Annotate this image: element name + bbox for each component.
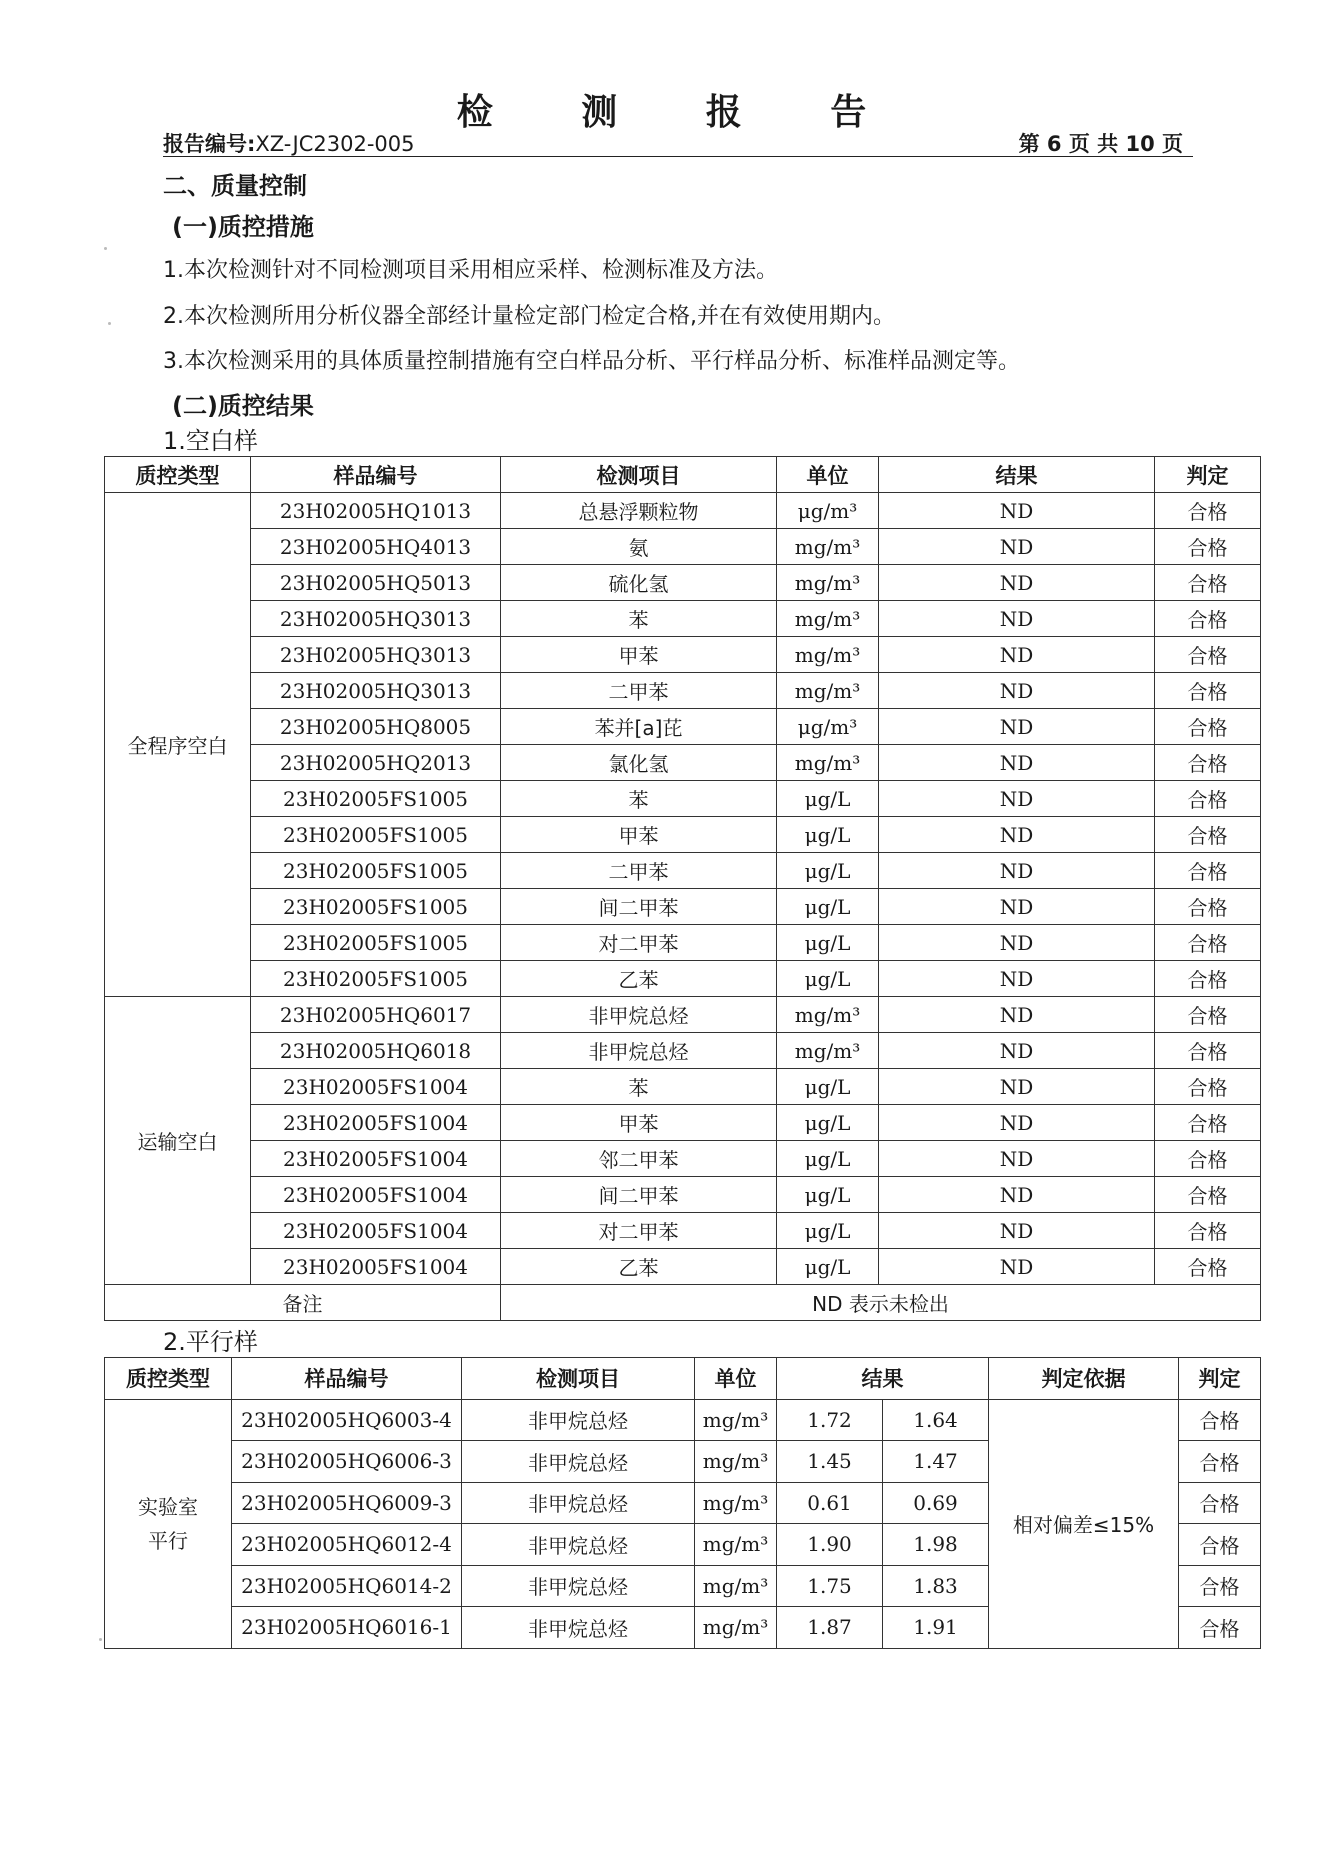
result-2-cell: 0.69 — [883, 1482, 989, 1524]
item-cell: 乙苯 — [501, 1249, 777, 1285]
criterion-cell: 相对偏差≤15% — [989, 1399, 1179, 1648]
item-cell: 非甲烷总烃 — [462, 1524, 695, 1566]
verdict-cell: 合格 — [1155, 493, 1261, 529]
result-cell: ND — [879, 637, 1155, 673]
result-2-cell: 1.64 — [883, 1399, 989, 1441]
remark-row — [105, 1285, 1261, 1321]
item-cell: 非甲烷总烃 — [501, 1033, 777, 1069]
verdict-cell: 合格 — [1155, 565, 1261, 601]
verdict-cell: 合格 — [1155, 997, 1261, 1033]
unit-cell: mg/m³ — [695, 1482, 777, 1524]
col-header-item: 检测项目 — [501, 457, 777, 493]
table-row — [105, 925, 1261, 961]
unit-cell: μg/m³ — [777, 709, 879, 745]
unit-cell: μg/L — [777, 1069, 879, 1105]
col-header-sample-no: 样品编号 — [251, 457, 501, 493]
verdict-cell: 合格 — [1155, 529, 1261, 565]
item-cell: 苯 — [501, 781, 777, 817]
item-cell: 苯 — [501, 601, 777, 637]
sample-no-cell: 23H02005FS1005 — [251, 961, 501, 997]
result-cell: ND — [879, 601, 1155, 637]
verdict-cell: 合格 — [1155, 817, 1261, 853]
verdict-cell: 合格 — [1179, 1607, 1261, 1649]
verdict-cell: 合格 — [1155, 745, 1261, 781]
result-cell: ND — [879, 1249, 1155, 1285]
result-cell: ND — [879, 673, 1155, 709]
sample-no-cell: 23H02005FS1005 — [251, 817, 501, 853]
verdict-cell: 合格 — [1179, 1482, 1261, 1524]
unit-cell: μg/L — [777, 1141, 879, 1177]
blank-sample-title: 1.空白样 — [163, 427, 258, 455]
result-cell: ND — [879, 781, 1155, 817]
verdict-cell: 合格 — [1155, 1249, 1261, 1285]
sample-no-cell: 23H02005HQ8005 — [251, 709, 501, 745]
unit-cell: mg/m³ — [777, 565, 879, 601]
table-row — [105, 817, 1261, 853]
sample-no-cell: 23H02005FS1004 — [251, 1177, 501, 1213]
table-row — [105, 997, 1261, 1033]
verdict-cell: 合格 — [1155, 781, 1261, 817]
sample-no-cell: 23H02005HQ6016-1 — [232, 1607, 462, 1649]
verdict-cell: 合格 — [1155, 925, 1261, 961]
table-row — [105, 565, 1261, 601]
col-header-qc-type: 质控类型 — [105, 1358, 232, 1400]
result-cell: ND — [879, 1213, 1155, 1249]
item-cell: 二甲苯 — [501, 673, 777, 709]
table-row — [105, 709, 1261, 745]
unit-cell: mg/m³ — [777, 637, 879, 673]
table-row — [105, 1141, 1261, 1177]
scan-speck — [104, 247, 107, 250]
col-header-sample-no: 样品编号 — [232, 1358, 462, 1400]
sample-no-cell: 23H02005HQ6012-4 — [232, 1524, 462, 1566]
report-number-value: XZ-JC2302-005 — [255, 132, 415, 156]
table-row — [105, 1177, 1261, 1213]
unit-cell: mg/m³ — [695, 1565, 777, 1607]
sample-no-cell: 23H02005HQ4013 — [251, 529, 501, 565]
sample-no-cell: 23H02005FS1004 — [251, 1213, 501, 1249]
group-lab-parallel-line: 平行 — [148, 1528, 188, 1553]
item-cell: 二甲苯 — [501, 853, 777, 889]
verdict-cell: 合格 — [1155, 889, 1261, 925]
table-row — [105, 745, 1261, 781]
result-2-cell: 1.91 — [883, 1607, 989, 1649]
item-cell: 非甲烷总烃 — [462, 1565, 695, 1607]
item-cell: 氨 — [501, 529, 777, 565]
table-header-row — [105, 457, 1261, 493]
sample-no-cell: 23H02005HQ5013 — [251, 565, 501, 601]
verdict-cell: 合格 — [1155, 673, 1261, 709]
measure-item-2: 2.本次检测所用分析仪器全部经计量检定部门检定合格,并在有效使用期内。 — [163, 304, 895, 329]
sample-no-cell: 23H02005HQ6003-4 — [232, 1399, 462, 1441]
unit-cell: mg/m³ — [695, 1399, 777, 1441]
col-header-verdict: 判定 — [1179, 1358, 1261, 1400]
unit-cell: mg/m³ — [695, 1607, 777, 1649]
table-row — [105, 673, 1261, 709]
unit-cell: mg/m³ — [695, 1524, 777, 1566]
unit-cell: μg/L — [777, 889, 879, 925]
result-cell: ND — [879, 1033, 1155, 1069]
remark-text: ND 表示未检出 — [501, 1285, 1261, 1321]
unit-cell: mg/m³ — [777, 529, 879, 565]
result-1-cell: 1.90 — [777, 1524, 883, 1566]
verdict-cell: 合格 — [1155, 1213, 1261, 1249]
subsection-heading-results: (二)质控结果 — [172, 392, 314, 420]
table-row — [105, 1069, 1261, 1105]
sample-no-cell: 23H02005HQ6006-3 — [232, 1441, 462, 1483]
sample-no-cell: 23H02005HQ6017 — [251, 997, 501, 1033]
sample-no-cell: 23H02005HQ3013 — [251, 637, 501, 673]
result-cell: ND — [879, 709, 1155, 745]
col-header-item: 检测项目 — [462, 1358, 695, 1400]
sample-no-cell: 23H02005FS1004 — [251, 1069, 501, 1105]
parallel-sample-table — [104, 1357, 1261, 1649]
unit-cell: μg/m³ — [777, 493, 879, 529]
group-transport-blank: 运输空白 — [105, 997, 251, 1285]
verdict-cell: 合格 — [1155, 1069, 1261, 1105]
sample-no-cell: 23H02005FS1004 — [251, 1105, 501, 1141]
result-1-cell: 1.72 — [777, 1399, 883, 1441]
table-row — [105, 529, 1261, 565]
col-header-criterion: 判定依据 — [989, 1358, 1179, 1400]
sample-no-cell: 23H02005HQ6014-2 — [232, 1565, 462, 1607]
sample-no-cell: 23H02005HQ6018 — [251, 1033, 501, 1069]
verdict-cell: 合格 — [1155, 601, 1261, 637]
verdict-cell: 合格 — [1155, 1177, 1261, 1213]
sample-no-cell: 23H02005HQ1013 — [251, 493, 501, 529]
result-1-cell: 1.87 — [777, 1607, 883, 1649]
sample-no-cell: 23H02005HQ2013 — [251, 745, 501, 781]
table-row — [105, 1213, 1261, 1249]
col-header-unit: 单位 — [695, 1358, 777, 1400]
col-header-qc-type: 质控类型 — [105, 457, 251, 493]
verdict-cell: 合格 — [1155, 961, 1261, 997]
table-row — [105, 781, 1261, 817]
sample-no-cell: 23H02005FS1004 — [251, 1249, 501, 1285]
verdict-cell: 合格 — [1179, 1524, 1261, 1566]
sample-no-cell: 23H02005FS1005 — [251, 853, 501, 889]
result-cell: ND — [879, 853, 1155, 889]
result-1-cell: 1.75 — [777, 1565, 883, 1607]
unit-cell: mg/m³ — [777, 673, 879, 709]
result-cell: ND — [879, 925, 1155, 961]
unit-cell: μg/L — [777, 781, 879, 817]
unit-cell: μg/L — [777, 961, 879, 997]
result-cell: ND — [879, 745, 1155, 781]
col-header-result: 结果 — [879, 457, 1155, 493]
report-number-label: 报告编号: — [163, 132, 256, 156]
verdict-cell: 合格 — [1155, 1105, 1261, 1141]
result-cell: ND — [879, 1177, 1155, 1213]
item-cell: 非甲烷总烃 — [462, 1441, 695, 1483]
remark-label: 备注 — [105, 1285, 501, 1321]
result-cell: ND — [879, 961, 1155, 997]
item-cell: 苯并[a]芘 — [501, 709, 777, 745]
measure-item-3: 3.本次检测采用的具体质量控制措施有空白样品分析、平行样品分析、标准样品测定等。 — [163, 349, 1020, 374]
verdict-cell: 合格 — [1179, 1565, 1261, 1607]
blank-sample-table — [104, 456, 1261, 1321]
unit-cell: μg/L — [777, 925, 879, 961]
item-cell: 甲苯 — [501, 817, 777, 853]
group-lab-parallel-line: 实验室 — [138, 1494, 198, 1519]
result-cell: ND — [879, 1141, 1155, 1177]
item-cell: 对二甲苯 — [501, 1213, 777, 1249]
item-cell: 邻二甲苯 — [501, 1141, 777, 1177]
verdict-cell: 合格 — [1155, 709, 1261, 745]
sample-no-cell: 23H02005FS1004 — [251, 1141, 501, 1177]
result-cell: ND — [879, 493, 1155, 529]
item-cell: 甲苯 — [501, 1105, 777, 1141]
unit-cell: μg/L — [777, 1213, 879, 1249]
table-row — [105, 1105, 1261, 1141]
result-cell: ND — [879, 817, 1155, 853]
col-header-result: 结果 — [777, 1358, 989, 1400]
table-row — [105, 637, 1261, 673]
table-row — [105, 1399, 1261, 1441]
verdict-cell: 合格 — [1179, 1441, 1261, 1483]
parallel-sample-title: 2.平行样 — [163, 1328, 258, 1356]
col-header-verdict: 判定 — [1155, 457, 1261, 493]
result-2-cell: 1.83 — [883, 1565, 989, 1607]
verdict-cell: 合格 — [1155, 1033, 1261, 1069]
result-cell: ND — [879, 1105, 1155, 1141]
item-cell: 间二甲苯 — [501, 1177, 777, 1213]
item-cell: 非甲烷总烃 — [462, 1399, 695, 1441]
item-cell: 甲苯 — [501, 637, 777, 673]
page-title: 检 测 报 告 — [456, 92, 905, 133]
item-cell: 氯化氢 — [501, 745, 777, 781]
item-cell: 非甲烷总烃 — [462, 1607, 695, 1649]
scan-speck — [108, 322, 111, 325]
table-row — [105, 493, 1261, 529]
unit-cell: μg/L — [777, 1105, 879, 1141]
page-info: 第 6 页 共 10 页 — [1018, 132, 1183, 156]
unit-cell: mg/m³ — [777, 1033, 879, 1069]
table-row — [105, 1249, 1261, 1285]
item-cell: 对二甲苯 — [501, 925, 777, 961]
sample-no-cell: 23H02005FS1005 — [251, 889, 501, 925]
item-cell: 非甲烷总烃 — [462, 1482, 695, 1524]
table-row — [105, 961, 1261, 997]
verdict-cell: 合格 — [1155, 1141, 1261, 1177]
result-cell: ND — [879, 997, 1155, 1033]
subsection-heading-measures: (一)质控措施 — [172, 213, 314, 241]
sample-no-cell: 23H02005FS1005 — [251, 925, 501, 961]
item-cell: 总悬浮颗粒物 — [501, 493, 777, 529]
verdict-cell: 合格 — [1155, 853, 1261, 889]
result-1-cell: 1.45 — [777, 1441, 883, 1483]
table-row — [105, 889, 1261, 925]
unit-cell: mg/m³ — [777, 601, 879, 637]
unit-cell: mg/m³ — [777, 997, 879, 1033]
table-header-row — [105, 1358, 1261, 1400]
unit-cell: μg/L — [777, 853, 879, 889]
result-cell: ND — [879, 889, 1155, 925]
table-row — [105, 1033, 1261, 1069]
table-row — [105, 853, 1261, 889]
measure-item-1: 1.本次检测针对不同检测项目采用相应采样、检测标准及方法。 — [163, 258, 778, 283]
unit-cell: μg/L — [777, 817, 879, 853]
item-cell: 乙苯 — [501, 961, 777, 997]
unit-cell: μg/L — [777, 1177, 879, 1213]
sample-no-cell: 23H02005HQ6009-3 — [232, 1482, 462, 1524]
unit-cell: mg/m³ — [695, 1441, 777, 1483]
col-header-unit: 单位 — [777, 457, 879, 493]
sample-no-cell: 23H02005HQ3013 — [251, 673, 501, 709]
item-cell: 苯 — [501, 1069, 777, 1105]
table-row — [105, 601, 1261, 637]
report-number — [163, 128, 415, 158]
result-cell: ND — [879, 529, 1155, 565]
result-1-cell: 0.61 — [777, 1482, 883, 1524]
section-heading-quality-control: 二、质量控制 — [163, 172, 307, 200]
group-lab-parallel — [105, 1399, 232, 1648]
result-2-cell: 1.98 — [883, 1524, 989, 1566]
group-full-process-blank: 全程序空白 — [105, 493, 251, 997]
scan-speck — [99, 1638, 102, 1641]
result-2-cell: 1.47 — [883, 1441, 989, 1483]
result-cell: ND — [879, 1069, 1155, 1105]
unit-cell: mg/m³ — [777, 745, 879, 781]
result-cell: ND — [879, 565, 1155, 601]
verdict-cell: 合格 — [1179, 1399, 1261, 1441]
sample-no-cell: 23H02005HQ3013 — [251, 601, 501, 637]
item-cell: 间二甲苯 — [501, 889, 777, 925]
item-cell: 硫化氢 — [501, 565, 777, 601]
report-header — [163, 128, 1193, 157]
sample-no-cell: 23H02005FS1005 — [251, 781, 501, 817]
verdict-cell: 合格 — [1155, 637, 1261, 673]
unit-cell: μg/L — [777, 1249, 879, 1285]
item-cell: 非甲烷总烃 — [501, 997, 777, 1033]
